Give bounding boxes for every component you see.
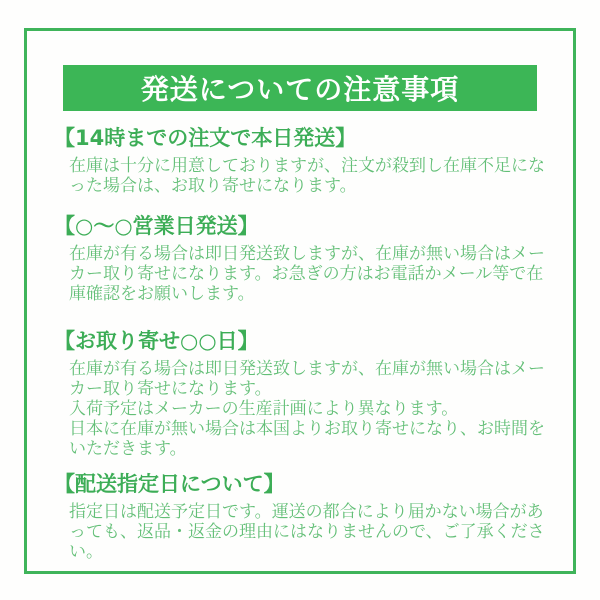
notice-title-bar bbox=[63, 65, 537, 111]
section-heading: 【お取り寄せ○○日】 bbox=[54, 329, 259, 353]
section-paragraph: 在庫は十分に用意しておりますが、注文が殺到し在庫不足になった場合は、お取り寄せになります。 bbox=[69, 156, 545, 196]
section-heading: 【配送指定日について】 bbox=[54, 472, 285, 496]
section-paragraph: 在庫が有る場合は即日発送致しますが、在庫が無い場合はメーカー取り寄せになります。お急ぎの方はお電話かメール等で在庫確認をお願いします。 bbox=[69, 244, 545, 304]
section-paragraph: 入荷予定はメーカーの生産計画により異なります。 bbox=[69, 399, 459, 419]
section-heading: 【14時までの注文で本日発送】 bbox=[54, 126, 357, 150]
section-same-day-shipping bbox=[54, 126, 554, 196]
notice-title: 発送についての注意事項 bbox=[140, 73, 460, 106]
section-heading: 【○〜○営業日発送】 bbox=[54, 214, 259, 238]
section-delivery-date bbox=[54, 472, 554, 562]
section-paragraph: 日本に在庫が無い場合は本国よりお取り寄せになり、お時間をいただきます。 bbox=[69, 419, 545, 459]
section-paragraph: 指定日は配送予定日です。運送の都合により届かない場合があっても、返品・返金の理由にはなりませんので、ご了承ください。 bbox=[69, 502, 545, 562]
section-business-days-shipping bbox=[54, 214, 554, 304]
section-backorder-days bbox=[54, 329, 554, 459]
section-paragraph: 在庫が有る場合は即日発送致しますが、在庫が無い場合はメーカー取り寄せになります。 bbox=[69, 359, 545, 399]
